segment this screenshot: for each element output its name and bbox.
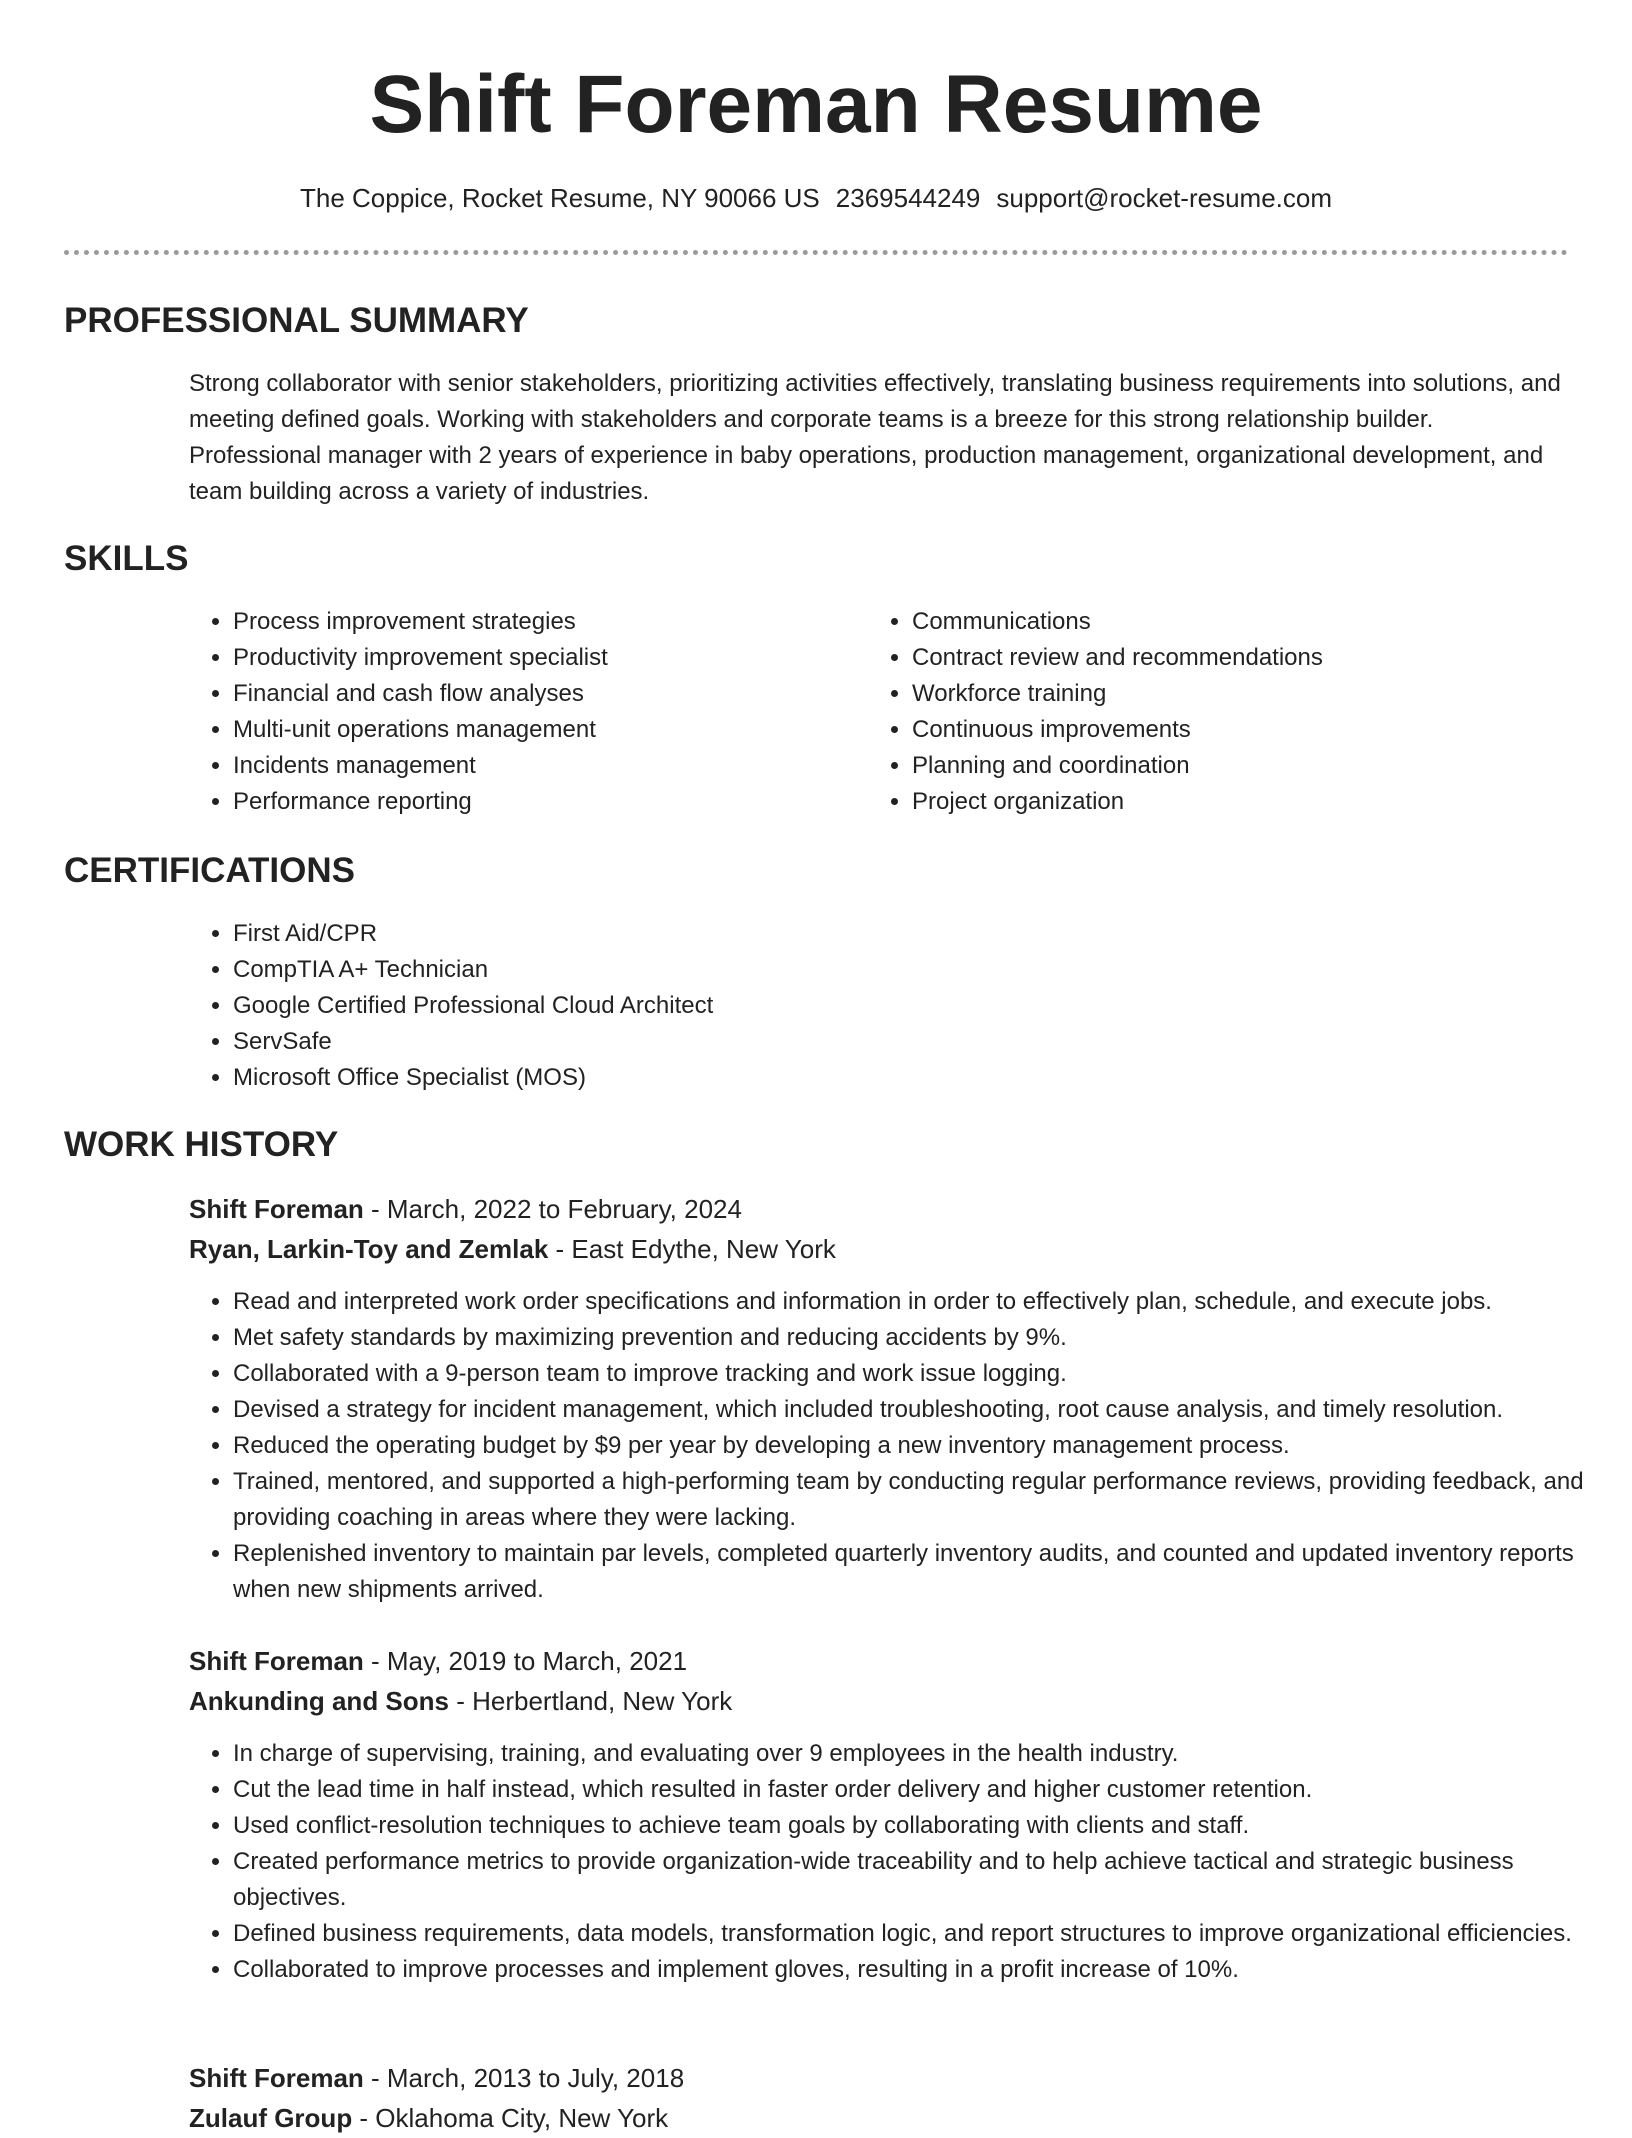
list-item: • Reduced the operating budget by $9 per year by developing a new inventory management process. — [233, 1428, 1613, 1464]
list-item: • Contract review and recommendations — [912, 640, 1562, 676]
list-item: • Project organization — [912, 784, 1562, 820]
resume-title: Shift Foreman Resume — [369, 59, 1263, 150]
job-bullets — [189, 1736, 1613, 1988]
job-dates: - March, 2013 to July, 2018 — [363, 2063, 685, 2093]
summary-heading: PROFESSIONAL SUMMARY — [64, 301, 529, 340]
list-item: • Created performance metrics to provide organization-wide traceability and to help achieve tactical and strategic business objectives. — [233, 1844, 1613, 1916]
job-company-line — [189, 2098, 668, 2138]
list-item: • Devised a strategy for incident management, which included troubleshooting, root cause analysis, and timely resolution. — [233, 1392, 1613, 1428]
job-dates: - March, 2022 to February, 2024 — [363, 1194, 742, 1224]
skills-list-right — [868, 604, 1562, 820]
job-location: - Oklahoma City, New York — [352, 2103, 669, 2133]
job-bullets — [189, 1284, 1613, 1608]
certifications-heading: CERTIFICATIONS — [64, 851, 356, 890]
list-item: • Met safety standards by maximizing prevention and reducing accidents by 9%. — [233, 1320, 1613, 1356]
job-company-line — [189, 1681, 732, 1721]
list-item: • Workforce training — [912, 676, 1562, 712]
job-title-line — [189, 1189, 742, 1229]
list-item: • CompTIA A+ Technician — [233, 952, 1233, 988]
job-title-line — [189, 2058, 684, 2098]
job-title-line — [189, 1641, 687, 1681]
contact-email: support@rocket-resume.com — [996, 183, 1333, 213]
list-item: • ServSafe — [233, 1024, 1233, 1060]
job-company: Zulauf Group — [189, 2103, 353, 2133]
job-dates: - May, 2019 to March, 2021 — [363, 1646, 688, 1676]
job-company: Ryan, Larkin-Toy and Zemlak — [189, 1234, 549, 1264]
job-title: Shift Foreman — [189, 1646, 364, 1676]
contact-address: The Coppice, Rocket Resume, NY 90066 US — [299, 183, 820, 213]
skills-heading: SKILLS — [64, 539, 189, 578]
job-company-line — [189, 1229, 836, 1269]
list-item: • Google Certified Professional Cloud Architect — [233, 988, 1233, 1024]
contact-line — [0, 180, 1632, 216]
job-location: - East Edythe, New York — [548, 1234, 836, 1264]
list-item: • In charge of supervising, training, and evaluating over 9 employees in the health industry. — [233, 1736, 1613, 1772]
list-item: • Read and interpreted work order specifications and information in order to effectively plan, schedule, and execute jobs. — [233, 1284, 1613, 1320]
list-item: • First Aid/CPR — [233, 916, 1233, 952]
certifications-list — [189, 916, 1233, 1096]
list-item: • Defined business requirements, data models, transformation logic, and report structures to improve organizational efficiencies. — [233, 1916, 1613, 1952]
list-item: • Performance reporting — [233, 784, 833, 820]
list-item: • Continuous improvements — [912, 712, 1562, 748]
job-company: Ankunding and Sons — [189, 1686, 449, 1716]
skills-list-left — [189, 604, 833, 820]
list-item: • Microsoft Office Specialist (MOS) — [233, 1060, 1233, 1096]
list-item: • Productivity improvement specialist — [233, 640, 833, 676]
summary-text: Strong collaborator with senior stakeholders, prioritizing activities effectively, translating business requirements into solutions, and meeting defined goals. Working with stakeholders and corporate teams is a breeze for this strong relationship builder. Professional manager with 2 years of experience in baby operations, production management, organizational development, and team building across a variety of industries. — [189, 370, 1561, 505]
work-history-heading: WORK HISTORY — [64, 1125, 339, 1164]
list-item: • Planning and coordination — [912, 748, 1562, 784]
list-item: • Collaborated to improve processes and implement gloves, resulting in a profit increase of 10%. — [233, 1952, 1613, 1988]
header-divider — [64, 250, 1568, 255]
list-item: • Communications — [912, 604, 1562, 640]
list-item: • Financial and cash flow analyses — [233, 676, 833, 712]
list-item: • Trained, mentored, and supported a high-performing team by conducting regular performance reviews, providing feedback, and providing coaching in areas where they were lacking. — [233, 1464, 1613, 1536]
job-title: Shift Foreman — [189, 1194, 364, 1224]
list-item: • Used conflict-resolution techniques to achieve team goals by collaborating with clients and staff. — [233, 1808, 1613, 1844]
job-location: - Herbertland, New York — [449, 1686, 733, 1716]
list-item: • Process improvement strategies — [233, 604, 833, 640]
list-item: • Incidents management — [233, 748, 833, 784]
list-item: • Collaborated with a 9-person team to improve tracking and work issue logging. — [233, 1356, 1613, 1392]
list-item: • Multi-unit operations management — [233, 712, 833, 748]
list-item: • Replenished inventory to maintain par levels, completed quarterly inventory audits, and counted and updated inventory reports when new shipments arrived. — [233, 1536, 1613, 1608]
contact-phone: 2369544249 — [835, 183, 981, 213]
job-title: Shift Foreman — [189, 2063, 364, 2093]
list-item: • Cut the lead time in half instead, which resulted in faster order delivery and higher customer retention. — [233, 1772, 1613, 1808]
